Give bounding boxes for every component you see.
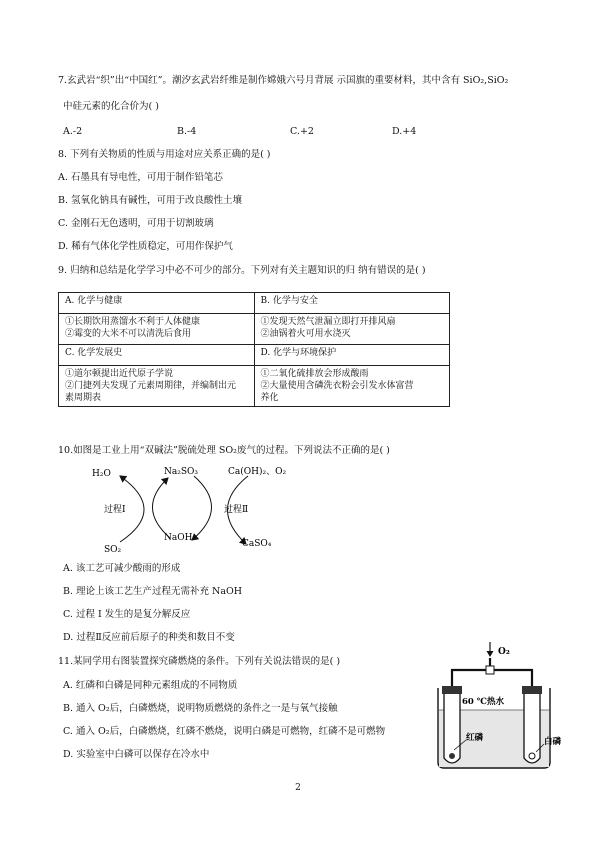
label-caoh2-o2: Ca(OH)₂、O₂	[228, 467, 287, 477]
phosphorus-combustion-apparatus	[432, 640, 574, 776]
q11-option-d: D. 实验室中白磷可以保存在冷水中	[63, 749, 210, 760]
q11-option-c: C. 通入 O₂后，白磷燃烧，红磷不燃烧，说明白磷是可燃物，红磷不是可燃物	[63, 726, 386, 737]
q9-d-line3: 养化	[260, 393, 279, 403]
right-test-tube	[524, 690, 540, 763]
q9-cell-b-head: B. 化学与安全	[254, 293, 450, 314]
q9-a-line1: ①长期饮用蒸馏水不利于人体健康	[65, 317, 201, 327]
process1-return-arc	[152, 478, 170, 538]
q7-line2: 中硅元素的化合价为( )	[63, 101, 159, 112]
q9-cell-b-body	[254, 314, 450, 345]
q8-option-d: D. 稀有气体化学性质稳定，可用作保护气	[58, 241, 233, 252]
q9-stem: 9. 归纳和总结是化学学习中必不可少的部分。下列对有关主题知识的归 纳有错误的是( )	[58, 265, 426, 276]
q10-option-d: D. 过程Ⅱ反应前后原子的种类和数目不变	[63, 632, 235, 643]
label-process1: 过程Ⅰ	[104, 505, 126, 515]
red-phosphorus	[449, 753, 455, 759]
q9-b-line1: ①发现天然气泄漏立即打开排风扇	[260, 317, 396, 327]
q9-d-line2: ②大量使用含磷洗衣粉会引发水体富营	[260, 381, 414, 391]
q8-stem: 8. 下列有关物质的性质与用途对应关系正确的是( )	[58, 149, 271, 160]
process2-arc	[192, 476, 212, 540]
q9-cell-c-body	[59, 366, 255, 407]
q9-b-line2: ②油锅着火可用水浇灭	[260, 329, 351, 339]
q9-c-line2: ②门捷列夫发现了元素周期律，并编制出元	[65, 381, 237, 391]
q9-c-line3: 素周期表	[65, 393, 102, 403]
q11-stem: 11.某同学用右图装置探究磷燃烧的条件。下列有关说法错误的是( )	[58, 656, 341, 667]
label-white-phosphorus: 白磷	[544, 737, 562, 747]
q9-summary-table	[58, 292, 450, 407]
q11-option-b: B. 通入 O₂后，白磷燃烧，说明物质燃烧的条件之一是与氧气接触	[63, 703, 338, 714]
q7-option-d: D.+4	[392, 126, 417, 137]
label-red-phosphorus: 红磷	[466, 733, 484, 743]
q9-cell-d-head: D. 化学与环境保护	[254, 345, 450, 366]
q11-option-a: A. 红磷和白磷是同种元素组成的不同物质	[63, 680, 238, 691]
label-o2: O₂	[498, 647, 510, 657]
q10-stem: 10.如图是工业上用“双碱法”脱硫处理 SO₂废气的过程。下列说法不正确的是( )	[58, 445, 390, 456]
left-test-tube	[444, 690, 460, 763]
q9-cell-a-body	[59, 314, 255, 345]
label-hot-water: 60 ℃热水	[462, 697, 504, 707]
label-h2o: H₂O	[92, 469, 111, 479]
q9-c-line1: ①道尔顿提出近代原子学说	[65, 369, 174, 379]
label-caso4: CaSO₄	[242, 539, 272, 549]
white-phosphorus	[529, 753, 535, 759]
q10-option-c: C. 过程 Ⅰ 发生的是复分解反应	[63, 609, 191, 620]
label-na2so3: Na₂SO₃	[164, 467, 199, 477]
q7-option-b: B.-4	[177, 126, 197, 137]
q9-d-line1: ①二氧化硫排放会形成酸雨	[260, 369, 369, 379]
q9-cell-c-head: C. 化学发展史	[59, 345, 255, 366]
q10-option-b: B. 理论上该工艺生产过程无需补充 NaOH	[63, 586, 243, 597]
q7-line1: 7.玄武岩“织”出“中国红”。潮汐玄武岩纤维是制作嫦娥六号月背展 示国旗的重要材料，其中含有 SiO₂,SiO₂	[58, 75, 509, 86]
q8-option-c: C. 金刚石无色透明，可用于切割玻璃	[58, 218, 214, 229]
q8-option-a: A. 石墨具有导电性，可用于制作铅笔芯	[58, 172, 223, 183]
q9-cell-a-head: A. 化学与健康	[59, 293, 255, 314]
q9-a-line2: ②霉变的大米不可以清洗后食用	[65, 329, 192, 339]
label-so2: SO₂	[104, 545, 122, 555]
q7-option-c: C.+2	[290, 126, 314, 137]
label-process2: 过程Ⅱ	[224, 505, 249, 515]
q10-option-a: A. 该工艺可减少酸雨的形成	[63, 563, 181, 574]
q7-option-a: A.-2	[63, 126, 83, 137]
double-alkali-process-diagram	[80, 462, 320, 562]
q8-option-b: B. 氢氧化钠具有碱性，可用于改良酸性土壤	[58, 195, 243, 206]
label-naoh: NaOH	[164, 533, 193, 543]
q9-cell-d-body	[254, 366, 450, 407]
page-number: 2	[295, 783, 301, 793]
